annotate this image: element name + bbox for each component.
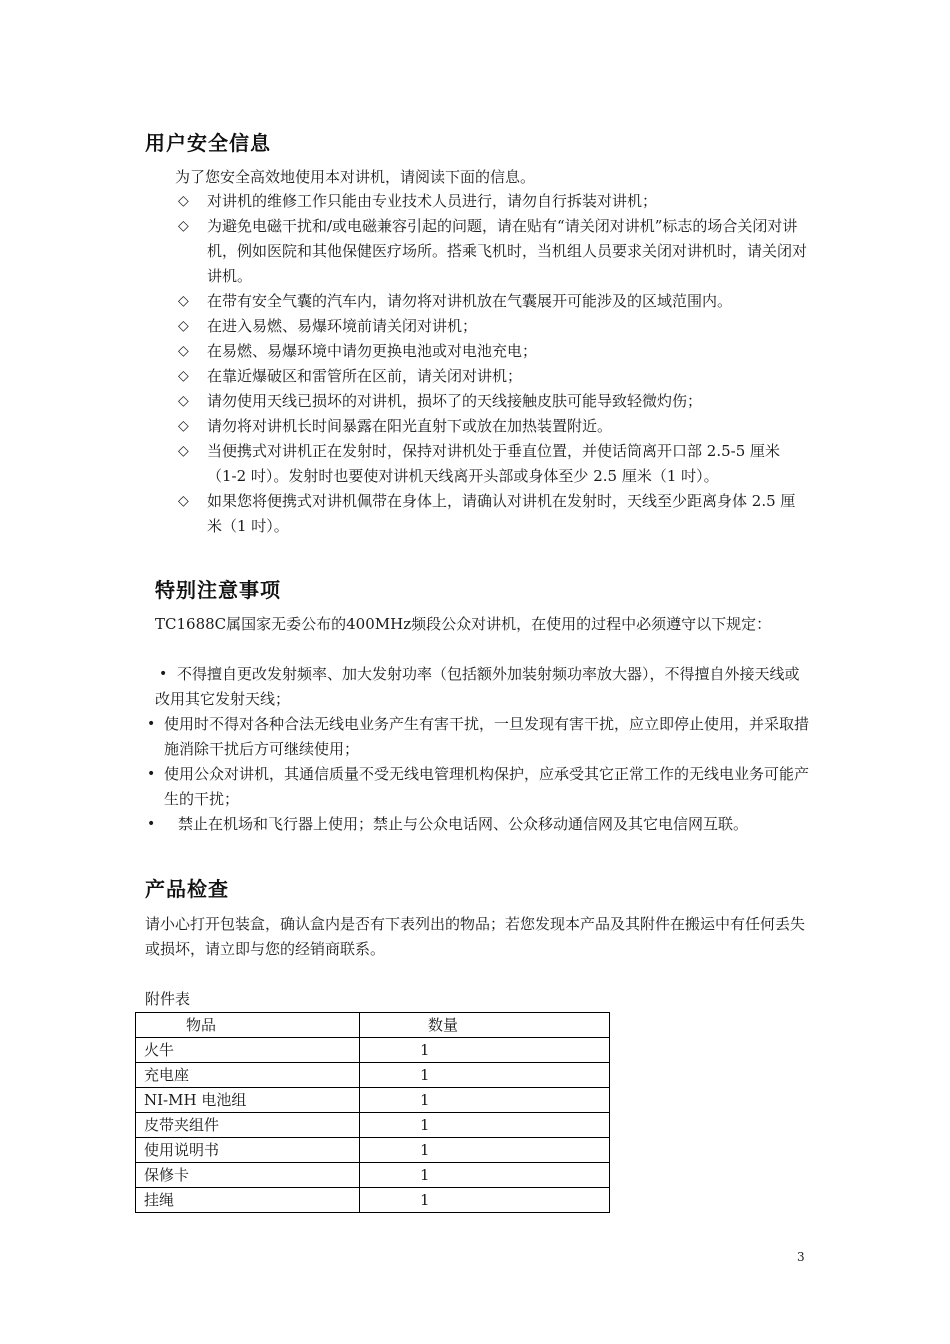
diamond-bullet-icon: ◇: [178, 218, 189, 234]
table-header-row: [136, 1013, 610, 1038]
diamond-bullet-icon: ◇: [178, 393, 189, 409]
table-cell: NI-MH 电池组: [136, 1088, 360, 1113]
page-number: 3: [797, 1250, 805, 1264]
dot-bullet-icon: •: [159, 666, 168, 682]
table-cell: 1: [360, 1063, 610, 1088]
safety-intro: 为了您安全高效地使用本对讲机，请阅读下面的信息。: [175, 168, 536, 186]
table-cell: 皮带夹组件: [136, 1113, 360, 1138]
table-cell: 1: [360, 1138, 610, 1163]
accessories-table: [135, 1012, 610, 1213]
table-row: [136, 1188, 610, 1213]
table-cell: 1: [360, 1188, 610, 1213]
table-row: [136, 1038, 610, 1063]
section-title-special-notes: 特别注意事项: [155, 578, 281, 602]
diamond-bullet-icon: ◇: [178, 318, 189, 334]
dot-bullet-icon: •: [147, 716, 156, 732]
table-cell: 1: [360, 1113, 610, 1138]
table-row: [136, 1088, 610, 1113]
document-page: 用户安全信息 为了您安全高效地使用本对讲机，请阅读下面的信息。 ◇ 对讲机的维修工作只能由专业技术人员进行，请勿自行拆装对讲机； ◇ 为避免电磁干扰和/或电磁兼容引起的问题，请在贴有“请关闭对讲机”标志的场合关闭对讲机，例如医院和其他保健医疗场所。搭乘飞机时，当机组人员要求关闭对讲机时，请关闭对讲机。 ◇ 在带有安全气囊的汽车内，请勿将对讲机放在气囊展开可能涉及的区域范围内。 ◇ 在进入易燃、易爆环境前请关闭对讲机； ◇ 在易燃、易爆环境中请勿更换电池或对电池充电； ◇ 在靠近爆破区和雷管所在区前，请关闭对讲机； ◇ 请勿使用天线已损坏的对讲机，损坏了的天线接触皮肤可能导致轻微灼伤； ◇ 请勿将对讲机长时间暴露在阳光直射下或放在加热装置附近。 ◇ 当便携式对讲机正在发射时，保持对讲机处于垂直位置，并使话筒离开口部 2.5-5 厘米（1-2 吋）。发射时也要使对讲机天线离开头部或身体至少 2.5 厘米（1 吋）。 ◇ 如果您将便携式对讲机佩带在身体上，请确认对讲机在发射时，天线至少距离身体 2.5 厘米（1 吋）。 特别注意事项 TC1688C属国家无委公布的400MHz频段公众对讲机，在使用的过程中必须遵守以下规定： • 不得擅自更改发射频率、加大发射功率（包括额外加装射频功率放大器），不得擅自外接天线或改用其它发射天线； • 使用时不得对各种合法无线电业务产生有害干扰，一旦发现有害干扰，应立即停止使用，并采取措施消除干扰后方可继续使用； • 使用公众对讲机，其通信质量不受无线电管理机构保护，应承受其它正常工作的无线电业务可能产生的干扰； • 禁止在机场和飞行器上使用；禁止与公众电话网、公众移动通信网及其它电信网互联。 产品检查 请小心打开包装盒，确认盒内是否有下表列出的物品；若您发现本产品及其附件在搬运中有任何丢失或损坏，请立即与您的经销商联系。 附件表 物品 数量 火牛 1 充电座 1 NI-MH 电池组 1 皮带夹组件 1 使用说明书 1 保修卡 1 挂绳 1 3: [0, 0, 950, 1344]
table-row: [136, 1063, 610, 1088]
table-row: [136, 1113, 610, 1138]
diamond-bullet-icon: ◇: [178, 443, 189, 459]
table-cell: 火牛: [136, 1038, 360, 1063]
product-check-intro: 请小心打开包装盒，确认盒内是否有下表列出的物品；若您发现本产品及其附件在搬运中有任何丢失或损坏，请立即与您的经销商联系。: [145, 915, 806, 958]
table-cell: 1: [360, 1088, 610, 1113]
table-cell: 使用说明书: [136, 1138, 360, 1163]
table-header-cell: 数量: [360, 1013, 610, 1038]
dot-bullet-icon: •: [147, 816, 156, 832]
table-header-cell: 物品: [136, 1013, 360, 1038]
diamond-bullet-icon: ◇: [178, 368, 189, 384]
table-cell: 保修卡: [136, 1163, 360, 1188]
dot-bullet-icon: •: [147, 766, 156, 782]
table-cell: 充电座: [136, 1063, 360, 1088]
table-caption: 附件表: [145, 990, 191, 1008]
diamond-bullet-icon: ◇: [178, 343, 189, 359]
diamond-bullet-icon: ◇: [178, 493, 189, 509]
table-cell: 挂绳: [136, 1188, 360, 1213]
table-cell: 1: [360, 1163, 610, 1188]
table-cell: 1: [360, 1038, 610, 1063]
diamond-bullet-icon: ◇: [178, 418, 189, 434]
diamond-bullet-icon: ◇: [178, 193, 189, 209]
special-notes-intro: TC1688C属国家无委公布的400MHz频段公众对讲机，在使用的过程中必须遵守以下规定：: [155, 615, 772, 633]
section-title-safety: 用户安全信息: [145, 131, 271, 155]
table-row: [136, 1138, 610, 1163]
section-title-product-check: 产品检查: [145, 877, 229, 901]
diamond-bullet-icon: ◇: [178, 293, 189, 309]
table-row: [136, 1163, 610, 1188]
